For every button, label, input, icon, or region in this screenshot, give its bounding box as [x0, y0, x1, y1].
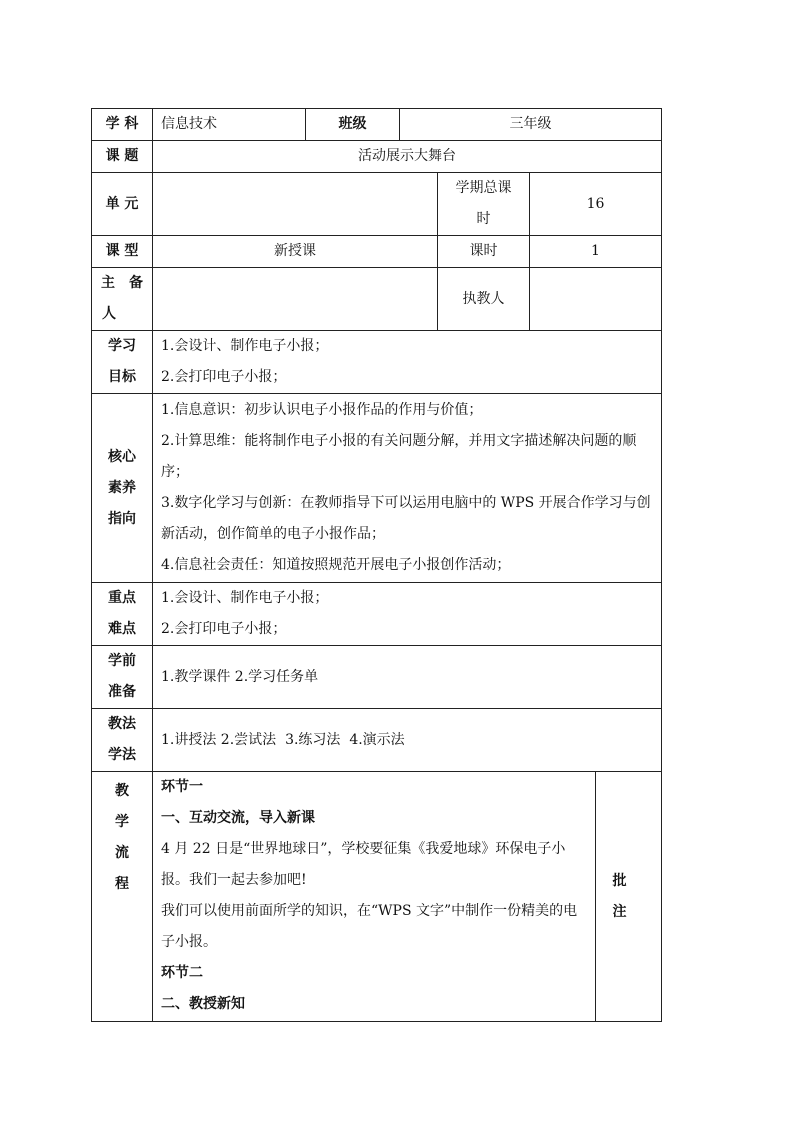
- stage1-title: 环节一: [161, 779, 203, 795]
- row-key-points: [92, 583, 662, 646]
- key-point-item: 2.会打印电子小报；: [161, 621, 287, 637]
- class-value: 三年级: [400, 109, 662, 141]
- goal-item: 2.会打印电子小报；: [161, 369, 287, 385]
- stage1-paragraph: 我们可以使用前面所学的知识，在“WPS 文字”中制作一份精美的电子小报。: [161, 903, 578, 950]
- process-label-char: 程: [115, 876, 129, 892]
- unit-value: [153, 173, 438, 236]
- preparation-label-line1: 学前: [108, 653, 136, 669]
- total-hours-label-line2: 时: [476, 211, 491, 227]
- total-hours-value: 16: [530, 173, 662, 236]
- subject-value: 信息技术: [153, 109, 306, 141]
- methods-value: 1.讲授法 2.尝试法 3.练习法 4.演示法: [153, 709, 662, 772]
- teacher-label: 执教人: [438, 268, 530, 331]
- competency-label-line1: 核心: [108, 448, 136, 465]
- total-hours-label-line1: 学期总课: [455, 180, 512, 196]
- preparation-label: [92, 646, 153, 709]
- row-unit: [92, 173, 662, 236]
- competency-label: [92, 394, 153, 583]
- unit-label: 单 元: [92, 173, 153, 236]
- goals-label-line1: 学习: [108, 338, 136, 354]
- competency-item: 3.数字化学习与创新：在教师指导下可以运用电脑中的 WPS 开展合作学习与创新活动，创作简单的电子小报作品；: [161, 495, 651, 542]
- preparer-value: [153, 268, 438, 331]
- hours-label: 课时: [438, 236, 530, 268]
- stage1-heading: 一、互动交流，导入新课: [161, 810, 315, 826]
- key-points-content: [153, 583, 662, 646]
- competency-item: 4.信息社会责任：知道按照规范开展电子小报创作活动；: [161, 557, 511, 573]
- total-hours-label: [438, 173, 530, 236]
- row-type: [92, 236, 662, 268]
- row-goals: [92, 331, 662, 394]
- key-point-item: 1.会设计、制作电子小报；: [161, 590, 329, 606]
- stage1-paragraph: 4 月 22 日是“世界地球日”，学校要征集《我爱地球》环保电子小报。我们一起去参加吧!: [161, 841, 566, 888]
- stage2-title: 环节二: [161, 965, 203, 981]
- subject-label: 学 科: [92, 109, 153, 141]
- goal-item: 1.会设计、制作电子小报；: [161, 338, 329, 354]
- row-preparer: [92, 268, 662, 331]
- row-preparation: [92, 646, 662, 709]
- teacher-value: [530, 268, 662, 331]
- row-topic: [92, 141, 662, 173]
- preparer-label: [92, 268, 153, 331]
- process-label: [92, 772, 153, 1022]
- topic-label: 课 题: [92, 141, 153, 173]
- key-points-label-line1: 重点: [108, 590, 136, 606]
- preparer-label-line1: 主 备: [101, 275, 143, 291]
- type-label: 课 型: [92, 236, 153, 268]
- goals-content: [153, 331, 662, 394]
- methods-label-line2: 学法: [108, 747, 136, 763]
- row-subject: [92, 109, 662, 141]
- key-points-label: [92, 583, 153, 646]
- process-label-char: 流: [115, 845, 129, 861]
- process-label-char: 教: [115, 783, 129, 799]
- competency-item: 1.信息意识：初步认识电子小报作品的作用与价值；: [161, 402, 483, 418]
- competency-content: [153, 394, 662, 583]
- stage2-heading: 二、教授新知: [161, 996, 245, 1012]
- row-process: [92, 772, 662, 1022]
- goals-label-line2: 目标: [108, 369, 136, 385]
- competency-label-line2: 素养: [108, 479, 136, 496]
- preparation-label-line2: 准备: [108, 684, 136, 700]
- competency-item: 2.计算思维：能将制作电子小报的有关问题分解，并用文字描述解决问题的顺序；: [161, 433, 637, 480]
- process-label-char: 学: [115, 814, 129, 830]
- goals-label: [92, 331, 153, 394]
- process-content: [153, 772, 596, 1022]
- row-competency: [92, 394, 662, 583]
- lesson-plan-table: [91, 108, 662, 1022]
- notes-column: [596, 772, 662, 1022]
- methods-label: [92, 709, 153, 772]
- preparation-value: 1.教学课件 2.学习任务单: [153, 646, 662, 709]
- hours-value: 1: [530, 236, 662, 268]
- type-value: 新授课: [153, 236, 438, 268]
- competency-label-line3: 指向: [108, 510, 136, 527]
- topic-value: 活动展示大舞台: [153, 141, 662, 173]
- key-points-label-line2: 难点: [108, 621, 136, 637]
- preparer-label-line2: 人: [102, 306, 116, 322]
- class-label: 班级: [306, 109, 400, 141]
- methods-label-line1: 教法: [108, 716, 136, 732]
- notes-label: 批注: [612, 872, 645, 920]
- row-methods: [92, 709, 662, 772]
